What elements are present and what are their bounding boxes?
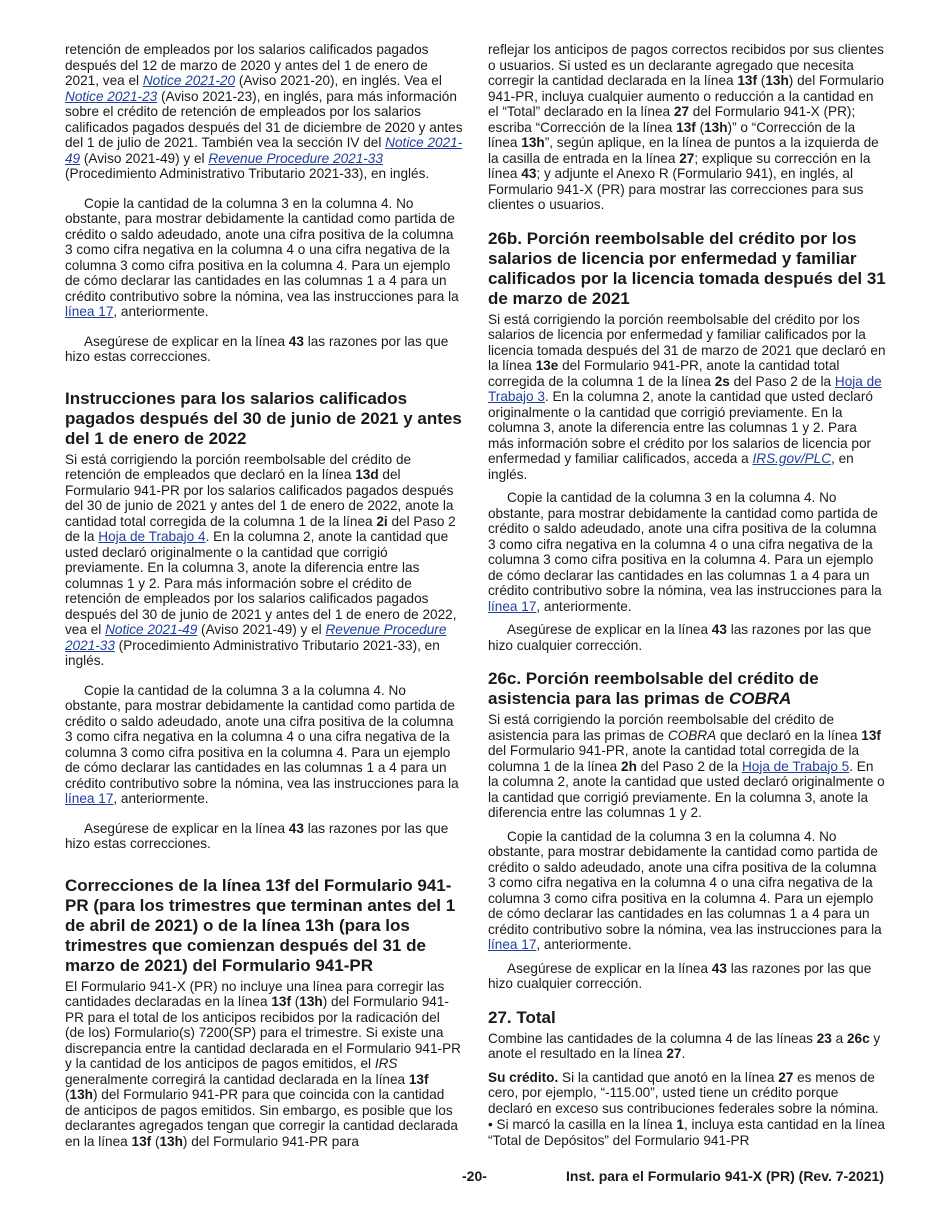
notice-2021-20-link[interactable]: Notice 2021-20 bbox=[142, 73, 236, 88]
notice-2021-23-link[interactable]: Notice 2021-23 bbox=[65, 88, 158, 104]
right-column bbox=[488, 42, 886, 1148]
paragraph: Su crédito. Si la cantidad que anotó en la línea 27 es menos de cero, por ejemplo, “-115.00”, usted tiene un crédito porque declaró en exceso sus contribuciones federales sobre la nómina. bbox=[488, 1069, 879, 1116]
linea-17-link[interactable]: línea 17 bbox=[65, 304, 114, 319]
linea-17-link[interactable]: línea 17 bbox=[488, 598, 537, 614]
paragraph: El Formulario 941-X (PR) no incluye una línea para corregir las cantidades declaradas en la línea 13f (13h) del Formulario 941-PR para el total de los anticipos recibidos por la radicación del (de los) Formulario(s) 7200(SP) para el trimestre. Si existe una discrepancia entre la cantidad declarada en el Formulario 941-PR y la cantidad de los anticipos de pagos emitidos, el IRS generalmente corregirá la cantidad declarada en la línea 13f (13h) del Formulario 941-PR para que coincida con la cantidad de anticipos de pagos emitidos. Sin embargo, es posible que los declarantes agregados tengan que corregir la cantidad declarada en la línea 13f (13h) del Formulario 941-PR para bbox=[65, 978, 461, 1149]
paragraph: reflejar los anticipos de pagos correctos recibidos por sus clientes o usuarios. Si usted es un declarante agregado que necesita corregir la cantidad declarada en la línea 13f (13h) del Formulario 941-PR, incluya cualquier aumento o reducción a la cantidad en el “Total” declarado en la línea 27 del Formulario 941-X (PR); escriba “Corrección de la línea 13f (13h)” o “Corrección de la línea 13h”, según aplique, en la línea de puntos a la izquierda de la casilla de entrada en la línea 27; explique su corrección en la línea 43; y adjunte el Anexo R (Formulario 941), en inglés, al Formulario 941-X (PR) para mostrar las correcciones para sus clientes o usuarios. bbox=[488, 42, 884, 212]
page-number: -20- bbox=[462, 1168, 487, 1184]
linea-17-link[interactable]: línea 17 bbox=[65, 791, 114, 806]
hoja-de-trabajo-4-link[interactable]: Hoja de Trabajo 4 bbox=[98, 529, 206, 544]
paragraph: Si está corrigiendo la porción reembolsable del crédito de asistencia para las primas de COBRA que declaró en la línea 13f del Formulario 941-PR, anote la cantidad total corregida de la columna 1 de la línea 2h del Paso 2 de la Hoja de Trabajo 5. En la columna 2, anote la cantidad que usted declaró originalmente o la cantidad que corrigió previamente. En la columna 3, anote la diferencia entre las columnas 1 y 2. bbox=[488, 712, 885, 820]
paragraph: Copie la cantidad de la columna 3 en la columna 4. No obstante, para mostrar debidamente la cantidad como partida de crédito o saldo adeudado, anote una cifra positiva de la columna 3 como cifra negativa en la columna 4 o una cifra negativa de la columna 3 como cifra positiva en la columna 4. Para un ejemplo de cómo declarar las cantidades en las columnas 1 a 4 para un crédito contributivo sobre la nómina, vea las instrucciones para la línea 17, anteriormente. bbox=[65, 195, 459, 319]
paragraph: Copie la cantidad de la columna 3 en la columna 4. No obstante, para mostrar debidamente la cantidad como partida de crédito o saldo adeudado, anote una cifra positiva de la columna 3 como cifra negativa en la columna 4 o una cifra negativa de la columna 3 como cifra positiva en la columna 4. Para un ejemplo de cómo declarar las cantidades en las columnas 1 a 4 para un crédito contributivo sobre la nómina, vea las instrucciones para la línea 17, anteriormente. bbox=[488, 828, 882, 952]
paragraph: retención de empleados por los salarios calificados pagados después del 12 de marzo de 2020 y antes del 1 de enero de 2021, vea el Notice 2021-20 (Aviso 2021-20), en inglés. Vea el Notice 2021-23 (Aviso 2021-23), en inglés, para más información sobre el crédito de retención de empleados por los salarios calificados pagados después del 31 de diciembre de 2020 y antes del 1 de julio de 2021. También vea la sección IV del Notice 2021-49 (Aviso 2021-49) y el Revenue Procedure 2021-33 (Procedimiento Administrativo Tributario 2021-33), en inglés. bbox=[65, 42, 463, 181]
section-heading: 26b. Porción reembolsable del crédito por los salarios de licencia por enfermedad y familiar calificados por la licencia tomada después del 31 de marzo de 2021 bbox=[488, 228, 886, 308]
bullet-icon: • bbox=[488, 1117, 493, 1132]
hoja-de-trabajo-3-link[interactable]: Hoja de Trabajo 3 bbox=[488, 373, 882, 404]
paragraph: Si está corrigiendo la porción reembolsable del crédito de retención de empleados que declaró en la línea 13d del Formulario 941-PR por los salarios calificados pagados después del 30 de junio de 2021 y antes del 1 de enero de 2022, anote la cantidad total corregida de la columna 1 de la línea 2i del Paso 2 de la Hoja de Trabajo 4. En la columna 2, anote la cantidad que usted declaró originalmente o la cantidad que corrigió previamente. En la columna 3, anote la diferencia entre las columnas 1 y 2. Para más información sobre el crédito de retención de empleados por los salarios calificados pagados después del 30 de junio de 2021 y antes del 1 de enero de 2022, vea el Notice 2021-49 (Aviso 2021-49) y el Revenue Procedure 2021-33 (Procedimiento Administrativo Tributario 2021-33), en inglés. bbox=[65, 451, 457, 668]
section-heading: 27. Total bbox=[488, 1007, 556, 1027]
left-column bbox=[65, 42, 463, 1149]
section-heading: Correcciones de la línea 13f del Formulario 941-PR (para los trimestres que terminan antes del 1 de abril de 2021) o de la línea 13h (para los trimestres que comienzan después del 31 de marzo de 2021) del Formulario 941-PR bbox=[65, 875, 456, 975]
irs-plc-link[interactable]: IRS.gov/PLC bbox=[752, 451, 832, 466]
revenue-procedure-2021-33-link[interactable]: Revenue Procedure 2021-33 bbox=[65, 622, 447, 653]
paragraph: Asegúrese de explicar en la línea 43 las razones por las que hizo estas correcciones. bbox=[65, 333, 449, 364]
bullet-item: • Si marcó la casilla en la línea 1, incluya esta cantidad en la línea “Total de Depósitos” del Formulario 941-PR bbox=[488, 1117, 885, 1148]
paragraph: Copie la cantidad de la columna 3 en la columna 4. No obstante, para mostrar debidamente la cantidad como partida de crédito o saldo adeudado, anote una cifra positiva de la columna 3 como cifra negativa en la columna 4 o una cifra negativa de la columna 3 como cifra positiva en la columna 4. Para un ejemplo de cómo declarar las cantidades en las columnas 1 a 4 para un crédito contributivo sobre la nómina, vea las instrucciones para la línea 17, anteriormente. bbox=[488, 490, 882, 614]
run-in-heading: Su crédito. bbox=[488, 1069, 559, 1085]
section-heading: 26c. Porción reembolsable del crédito de asistencia para las primas de COBRA bbox=[488, 669, 819, 708]
paragraph: Copie la cantidad de la columna 3 a la columna 4. No obstante, para mostrar debidamente la cantidad como partida de crédito o saldo adeudado, anote una cifra positiva de la columna 3 como cifra negativa en la columna 4 o una cifra negativa de la columna 3 como cifra positiva en la columna 4. Para un ejemplo de cómo declarar las cantidades en las columnas 1 a 4 para un crédito contributivo sobre la nómina, vea las instrucciones para la línea 17, anteriormente. bbox=[65, 682, 459, 806]
section-heading: Instrucciones para los salarios calificados pagados después del 30 de junio de 2021 y antes del 1 de enero de 2022 bbox=[65, 388, 462, 448]
footer-doc-title: Inst. para el Formulario 941-X (PR) (Rev. 7-2021) bbox=[566, 1168, 884, 1184]
hoja-de-trabajo-5-link[interactable]: Hoja de Trabajo 5 bbox=[741, 758, 850, 774]
paragraph: Asegúrese de explicar en la línea 43 las razones por las que hizo cualquier corrección. bbox=[488, 622, 872, 653]
paragraph: Combine las cantidades de la columna 4 de las líneas 23 a 26c y anote el resultado en la línea 27. bbox=[488, 1030, 881, 1061]
paragraph: Si está corrigiendo la porción reembolsable del crédito por los salarios de licencia por enfermedad y familiar calificados por la licencia tomada después del 31 de marzo de 2021 que declaró en la línea 13e del Formulario 941-PR, anote la cantidad total corregida de la columna 1 de la línea 2s del Paso 2 de la Hoja de Trabajo 3. En la columna 2, anote la cantidad que usted declaró originalmente o la cantidad que corrigió previamente. En la columna 3, anote la diferencia entre las columnas 1 y 2. Para más información sobre el crédito por los salarios de licencia por enfermedad y familiar calificados, acceda a IRS.gov/PLC, en inglés. bbox=[488, 311, 886, 482]
linea-17-link[interactable]: línea 17 bbox=[488, 937, 537, 952]
notice-2021-49-link[interactable]: Notice 2021-49 bbox=[105, 622, 198, 637]
paragraph: Asegúrese de explicar en la línea 43 las razones por las que hizo estas correcciones. bbox=[65, 820, 449, 851]
notice-2021-49-link[interactable]: Notice 2021-49 bbox=[65, 135, 463, 166]
paragraph: Asegúrese de explicar en la línea 43 las razones por las que hizo cualquier corrección. bbox=[488, 960, 872, 991]
revenue-procedure-2021-33-link[interactable]: Revenue Procedure 2021-33 bbox=[208, 150, 383, 166]
